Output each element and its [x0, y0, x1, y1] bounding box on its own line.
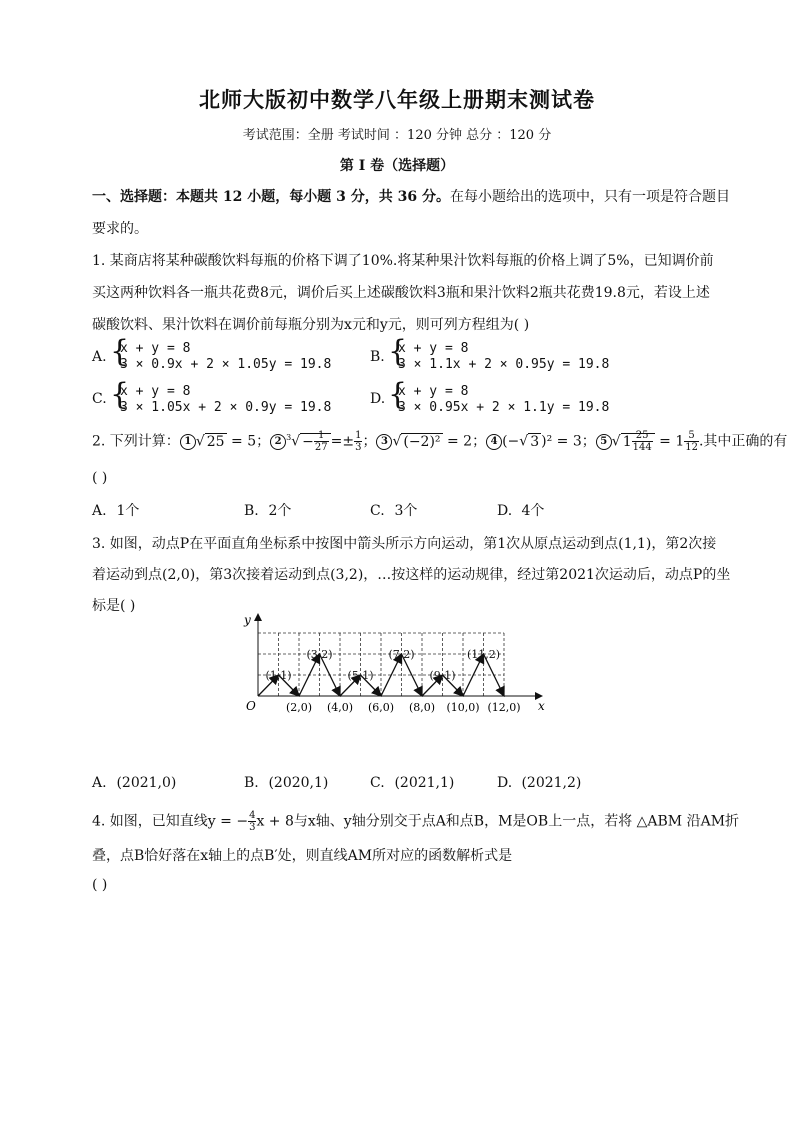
q3-line-1: 3. 如图，动点P在平面直角坐标系中按图中箭头所示方向运动，第1次从原点运动到点(1,1)，第2次接 — [92, 536, 717, 552]
instructions-line-1 — [92, 186, 730, 206]
q4-line-1 — [92, 810, 739, 833]
q3-axes — [243, 613, 545, 713]
q1-option-d-eq1: x + y = 8 — [398, 384, 469, 399]
q3-option-a[interactable] — [92, 775, 176, 791]
q3-option-d-label: D. — [497, 775, 513, 791]
q2-expr-1-radicand: 25 — [206, 433, 225, 450]
q2-expr-2-num: 1 — [314, 430, 329, 442]
q2-expr-2-end: ； — [362, 433, 377, 450]
q2-circle-1: 1 — [180, 434, 196, 450]
q2-option-a-text: 1个 — [116, 503, 140, 519]
q3-origin-label: O — [246, 699, 256, 713]
q3-option-c[interactable] — [370, 775, 454, 791]
q2-option-a[interactable] — [92, 500, 139, 520]
q2-option-b-text: 2个 — [268, 503, 292, 519]
q2-paren: ( ) — [92, 470, 108, 486]
q2-expr-5-rnum: 5 — [684, 430, 699, 442]
q3-top-label-2: (3,2) — [306, 648, 333, 661]
q2-option-a-label: A. — [92, 503, 107, 519]
q2-line-1: 2. 下列计算： 1 √ 25 = 5； 2 $^3$√ − $\frac{1}{27}$ =± $\frac{1}{3}$ ； 3 √ (−2)² = 2； 4 (−√ 3 )² = 3； 5 √ 1 $\frac{25}{144}$ = 1 $\frac{5}{12}$ .其中正确的有 — [92, 430, 788, 453]
q2-option-d-label: D. — [497, 503, 513, 519]
q4-line-2: 叠，点B恰好落在x轴上的点B′处，则直线AM所对应的函数解析式是 — [92, 848, 513, 864]
q3-bottom-label-2: (4,0) — [326, 701, 354, 714]
section-heading: 第 I 卷（选择题） — [339, 158, 455, 174]
q3-option-a-text: (2021,0) — [116, 775, 177, 791]
q3-point-labels — [265, 648, 520, 714]
q3-line-3: 标是( ) — [92, 598, 136, 614]
q3-option-b-label: B. — [244, 775, 259, 791]
q1-option-d-label: D. — [370, 391, 386, 407]
q2-option-d-text: 4个 — [521, 503, 545, 519]
q2-prefix: 2. 下列计算： — [92, 433, 180, 450]
q2-expr-1-rest: = 5； — [226, 433, 271, 450]
q2-expr-2-rnum: 1 — [355, 430, 362, 441]
q2-suffix: .其中正确的有 — [698, 433, 788, 450]
q3-option-d-text: (2021,2) — [521, 775, 582, 791]
q4-frac-den: 3 — [249, 822, 256, 833]
q1-option-b-brace: { — [388, 334, 408, 369]
q3-bottom-label-1: (2,0) — [285, 701, 313, 714]
q1-option-b-eq2: 3 × 1.1x + 2 × 0.95y = 19.8 — [398, 357, 610, 372]
q2-option-c-label: C. — [370, 503, 385, 519]
q1-option-a-label: A. — [92, 349, 107, 365]
q2-expr-5-den: 144 — [632, 442, 652, 453]
q3-y-axis-label: y — [244, 613, 251, 627]
q2-expr-5-rden: 12 — [685, 442, 698, 453]
q2-expr-4-radicand: 3 — [530, 433, 540, 450]
q3-top-label-5: (9,1) — [429, 669, 456, 682]
q4-frac-num: 4 — [249, 810, 256, 821]
q1-option-a-eq1: x + y = 8 — [120, 341, 191, 356]
q1-option-c-label: C. — [92, 391, 107, 407]
q2-expr-4-b: )² = 3； — [541, 433, 596, 450]
q2-expr-5-num: 25 — [632, 430, 653, 442]
q2-expr-2-rest: =± — [330, 433, 355, 450]
q2-option-d[interactable] — [497, 500, 544, 520]
q2-expr-3-radicand: (−2)² — [403, 433, 441, 450]
q2-expr-5-eq: = 1 — [654, 433, 685, 450]
q3-bottom-label-6: (12,0) — [487, 701, 521, 714]
q2-option-c-text: 3个 — [394, 503, 418, 519]
q1-line-1: 1. 某商店将某种碳酸饮料每瓶的价格下调了10%.将某种果汁饮料每瓶的价格上调了5%，已知调价前 — [92, 253, 714, 269]
q3-option-d[interactable] — [497, 775, 581, 791]
q1-option-b-label: B. — [370, 349, 385, 365]
q2-expr-2-rden: 3 — [355, 442, 362, 453]
instructions-bold: 一、选择题：本题共 12 小题，每小题 3 分，共 36 分。 — [92, 189, 450, 205]
q3-top-label-4: (7,2) — [388, 648, 415, 661]
q2-expr-5-whole: 1 — [622, 433, 632, 450]
q2-option-b-label: B. — [244, 503, 259, 519]
q1-line-3: 碳酸饮料、果汁饮料在调价前每瓶分别为x元和y元，则可列方程组为( ) — [92, 317, 530, 333]
exam-info: 考试范围：全册 考试时间 ：120 分钟 总分 ：120 分 — [242, 128, 552, 143]
q3-option-c-text: (2021,1) — [394, 775, 455, 791]
q1-option-c-eq2: 3 × 1.05x + 2 × 0.9y = 19.8 — [120, 400, 332, 415]
q1-option-a-brace: { — [110, 334, 130, 369]
q1-option-b-eq1: x + y = 8 — [398, 341, 469, 356]
q2-option-b[interactable] — [244, 500, 291, 520]
q1-option-d-system — [398, 384, 609, 416]
q1-option-d-eq2: 3 × 0.95x + 2 × 1.1y = 19.8 — [398, 400, 610, 415]
instructions-rest: 在每小题给出的选项中，只有一项是符合题目 — [449, 189, 730, 205]
q2-option-c[interactable] — [370, 500, 417, 520]
q3-top-label-3: (5,1) — [347, 669, 374, 682]
q3-option-b[interactable] — [244, 775, 328, 791]
q3-bottom-label-4: (8,0) — [408, 701, 436, 714]
q1-option-a-system — [120, 341, 331, 373]
q2-expr-2-den: 27 — [314, 442, 328, 453]
q1-option-a-eq2: 3 × 0.9x + 2 × 1.05y = 19.8 — [120, 357, 332, 372]
q4-line-1-a: 4. 如图，已知直线y = − — [92, 813, 249, 830]
q3-option-a-label: A. — [92, 775, 107, 791]
q1-option-c-eq1: x + y = 8 — [120, 384, 191, 399]
q1-option-d-brace: { — [388, 377, 408, 412]
q3-x-axis-label: x — [538, 699, 545, 713]
q3-top-label-6: (11,2) — [466, 648, 501, 661]
q2-expr-3-rest: = 2； — [442, 433, 487, 450]
q1-line-2: 买这两种饮料各一瓶共花费8元，调价后买上述碳酸饮料3瓶和果汁饮料2瓶共花费19.8元，若设上述 — [92, 285, 710, 301]
q4-line-3: ( ) — [92, 877, 108, 893]
q3-bottom-label-3: (6,0) — [367, 701, 395, 714]
q3-top-label-1: (1,1) — [265, 669, 292, 682]
q1-option-b-system — [398, 341, 609, 373]
exam-title: 北师大版初中数学八年级上册期末测试卷 — [199, 87, 595, 112]
q3-option-b-text: (2020,1) — [268, 775, 329, 791]
q2-expr-4-a: (− — [502, 433, 520, 450]
q3-figure — [236, 610, 556, 730]
q2-circle-4: 4 — [486, 434, 502, 450]
q1-option-c-system — [120, 384, 331, 416]
q4-line-1-b: x + 8与x轴、y轴分别交于点A和点B，M是OB上一点，若将 △ABM 沿AM折 — [256, 813, 740, 830]
q3-option-c-label: C. — [370, 775, 385, 791]
q3-bottom-label-5: (10,0) — [446, 701, 480, 714]
q2-circle-5: 5 — [596, 434, 612, 450]
q3-line-2: 着运动到点(2,0)，第3次接着运动到点(3,2)，…按这样的运动规律，经过第2021次运动后，动点P的坐 — [92, 567, 731, 583]
q2-circle-2: 2 — [270, 434, 286, 450]
q1-option-c-brace: { — [110, 377, 130, 412]
q2-circle-3: 3 — [376, 434, 392, 450]
instructions-line-2: 要求的。 — [92, 221, 148, 237]
